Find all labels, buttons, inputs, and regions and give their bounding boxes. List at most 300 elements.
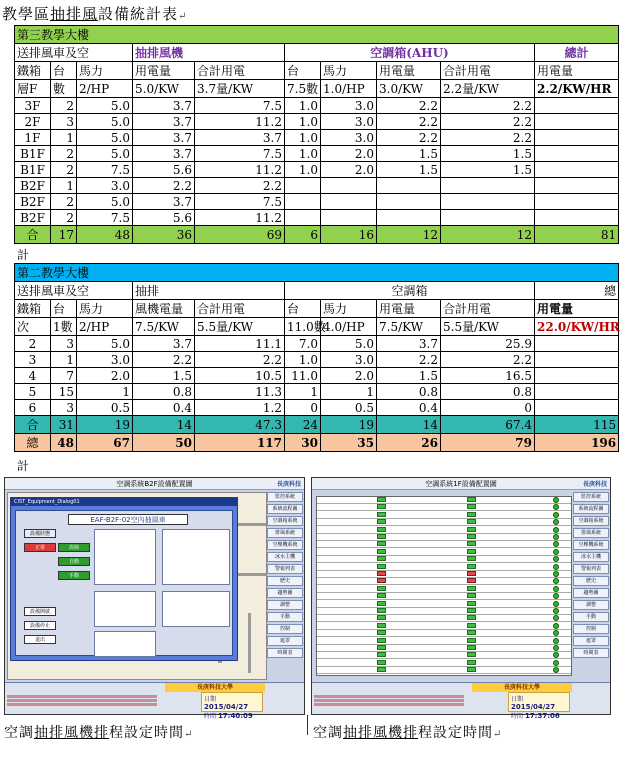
status-indicator-icon [467, 593, 476, 598]
table-cell [535, 336, 619, 352]
list-item[interactable] [317, 601, 571, 608]
list-item[interactable] [317, 660, 571, 667]
building2-table [14, 263, 619, 452]
table-cell: 2.2 [133, 352, 195, 368]
table-cell: 3.7 [133, 130, 195, 146]
stop-button[interactable]: 設備停止 [24, 621, 56, 630]
list-item[interactable] [317, 549, 571, 556]
status-dot-icon [553, 556, 559, 562]
table-cell: 2F [15, 114, 51, 130]
table-cell: 1.5 [377, 146, 441, 162]
table-cell: 2 [51, 210, 77, 226]
table-cell [535, 384, 619, 400]
table-cell: 2.2 [377, 98, 441, 114]
table-cell: 2.0 [321, 162, 377, 178]
table-cell: B1F [15, 146, 51, 162]
table-cell: 6 [285, 226, 321, 244]
status-dot-icon [553, 601, 559, 607]
status-indicator-icon [377, 564, 386, 569]
screenshot-b2f [4, 477, 305, 720]
sidebar-item[interactable]: 遮罩 [573, 636, 609, 646]
table-cell: 2.0 [77, 368, 133, 384]
schedule-grid-1 [94, 529, 156, 585]
sidebar-left-screen [267, 492, 303, 680]
status-bar [312, 682, 610, 720]
table-cell: 3.0 [77, 352, 133, 368]
table-cell: 1.0 [285, 352, 321, 368]
list-item[interactable] [317, 578, 571, 585]
table-cell: 1.0 [285, 114, 321, 130]
logo-icon: 長庚科技 [276, 481, 301, 488]
table-cell: 0.5 [321, 400, 377, 416]
list-item[interactable] [317, 519, 571, 526]
header-cell-0: 層F [15, 80, 51, 98]
sidebar-item[interactable]: 控制 [267, 624, 303, 634]
table-cell: 1.5 [441, 146, 535, 162]
title-underlined: 抽排風 [50, 5, 99, 23]
list-item[interactable] [317, 608, 571, 615]
sidebar-item[interactable]: 排風系統 [573, 528, 609, 538]
list-item[interactable] [317, 564, 571, 571]
table-cell: 67.4 [441, 416, 535, 434]
table-cell: 2.2 [133, 178, 195, 194]
table-cell: 79 [441, 434, 535, 452]
status-dot-icon [553, 593, 559, 599]
table-cell: 7 [51, 368, 77, 384]
status-indicator-icon [467, 638, 476, 643]
date-time-box: 日期 2015/04/27 時間 17:40:09 [201, 692, 263, 712]
header-cell-9: 用電量 [535, 300, 619, 318]
list-item[interactable] [317, 652, 571, 659]
header-cell-4: 合計用電 [195, 62, 285, 80]
status-indicator-icon [377, 608, 386, 613]
sidebar-item[interactable]: 冰水主機 [573, 552, 609, 562]
list-item[interactable] [317, 512, 571, 519]
status-indicator-icon [377, 615, 386, 620]
table-cell: B2F [15, 178, 51, 194]
title-suffix: 設備統計表 [98, 5, 179, 23]
table-cell: 48 [77, 226, 133, 244]
dialog-window-title: CIST_Equipment_Dialog01 [11, 498, 237, 506]
table-cell [321, 210, 377, 226]
table-cell [535, 162, 619, 178]
table-cell [535, 146, 619, 162]
table-cell: 1.5 [377, 162, 441, 178]
table-cell: 10.5 [195, 368, 285, 384]
table-cell: 19 [321, 416, 377, 434]
table-cell: 26 [377, 434, 441, 452]
table-cell: 0.8 [377, 384, 441, 400]
table-cell: 11.3 [195, 384, 285, 400]
caption-right: 空調抽排風機排程設定時間↵ [313, 725, 503, 741]
header-cell-4: 5.5量/KW [195, 318, 285, 336]
table-cell: 5.0 [77, 130, 133, 146]
status-indicator-icon [467, 549, 476, 554]
status-dot-icon [553, 667, 559, 673]
list-item[interactable] [317, 556, 571, 563]
sidebar-item[interactable]: 調整 [267, 600, 303, 610]
table-cell: 1 [321, 384, 377, 400]
header-cell-6: 馬力 [321, 300, 377, 318]
status-indicator-icon [377, 549, 386, 554]
status-indicator-icon [467, 564, 476, 569]
list-item[interactable] [317, 504, 571, 511]
header-cell-7: 用電量 [377, 62, 441, 80]
fault-indicator: 故障 [58, 543, 90, 552]
sidebar-item[interactable]: 歷史 [267, 576, 303, 586]
status-indicator-icon [467, 519, 476, 524]
schedule-grid-5 [94, 631, 156, 657]
header-cell-6: 1.0/HP [321, 80, 377, 98]
header-cell-5: 7.5數 [285, 80, 321, 98]
status-indicator-icon [467, 504, 476, 509]
status-indicator-icon [377, 645, 386, 650]
status-bar [5, 682, 304, 720]
table-row [15, 400, 619, 416]
table-cell: 11.0 [285, 368, 321, 384]
table-cell: 2.2 [195, 352, 285, 368]
table-cell: 0.5 [77, 400, 133, 416]
table-cell: 3.7 [133, 146, 195, 162]
table-cell: 1.0 [285, 98, 321, 114]
status-indicator-icon [377, 601, 386, 606]
table-cell [535, 114, 619, 130]
header-cell-9: 22.0/KW/HR [535, 318, 619, 336]
table-row [15, 162, 619, 178]
table-cell: 5.0 [77, 114, 133, 130]
list-item[interactable] [317, 615, 571, 622]
status-dot-icon [553, 534, 559, 540]
table-cell: 3 [51, 400, 77, 416]
status-indicator-icon [377, 652, 386, 657]
table-cell [377, 178, 441, 194]
table-cell: B2F [15, 194, 51, 210]
building2-band-title: 第二教學大樓 [15, 264, 619, 282]
table-cell: 5.6 [133, 210, 195, 226]
list-item[interactable] [317, 541, 571, 548]
schedule-grid-2 [162, 529, 230, 585]
sidebar-item[interactable]: 手動 [267, 612, 303, 622]
table-cell: 67 [77, 434, 133, 452]
sidebar-item[interactable]: 趨勢圖 [267, 588, 303, 598]
list-item[interactable] [317, 534, 571, 541]
status-indicator-icon [377, 541, 386, 546]
status-dot-icon [553, 615, 559, 621]
table-cell: B2F [15, 210, 51, 226]
header-cell-2: 2/HP [77, 318, 133, 336]
building3-h1-exhaust: 抽排風機 [133, 44, 285, 62]
table-cell: 1 [285, 384, 321, 400]
table-cell [535, 98, 619, 114]
sidebar-item[interactable]: 排風系統 [267, 528, 303, 538]
table-cell: 31 [51, 416, 77, 434]
sidebar-item[interactable]: 時間表 [267, 648, 303, 658]
table-cell [321, 178, 377, 194]
table-cell: 2 [51, 194, 77, 210]
status-dot-icon [553, 645, 559, 651]
table-cell: 47.3 [195, 416, 285, 434]
table-cell: 196 [535, 434, 619, 452]
building3-h1-total: 總計 [535, 44, 619, 62]
table-cell: 2 [51, 98, 77, 114]
status-indicator-icon [377, 623, 386, 628]
table-cell: 1.2 [195, 400, 285, 416]
table-cell: 總 [15, 434, 51, 452]
header-cell-8: 2.2量/KW [441, 80, 535, 98]
sidebar-item[interactable]: 時間表 [573, 648, 609, 658]
table-cell [377, 194, 441, 210]
schedule-grid-4 [162, 591, 230, 627]
table-cell: 1.0 [285, 146, 321, 162]
status-dot-icon [553, 586, 559, 592]
building2-h1-exhaust: 抽排 [133, 282, 285, 300]
status-indicator-icon [377, 578, 386, 583]
table-cell: 3.7 [133, 114, 195, 130]
list-item[interactable] [317, 593, 571, 600]
header-cell-8: 5.5量/KW [441, 318, 535, 336]
table-cell: 合 [15, 226, 51, 244]
table-cell: 5 [15, 384, 51, 400]
status-indicator-icon [377, 512, 386, 517]
status-indicator-icon [377, 638, 386, 643]
status-label: 設備狀態 [24, 529, 56, 538]
sidebar-item[interactable]: 監控系統 [267, 492, 303, 502]
table-cell: 19 [77, 416, 133, 434]
list-item[interactable] [317, 623, 571, 630]
table-cell [535, 194, 619, 210]
exit-button[interactable]: 退出 [24, 635, 56, 644]
table-cell [535, 130, 619, 146]
sidebar-item[interactable]: 手動 [573, 612, 609, 622]
building2-h1-total: 總 [535, 282, 619, 300]
table-cell [441, 178, 535, 194]
table-cell: 14 [377, 416, 441, 434]
table-cell: 1.5 [377, 368, 441, 384]
status-indicator-icon [467, 645, 476, 650]
header-cell-2: 馬力 [77, 62, 133, 80]
status-dot-icon [553, 630, 559, 636]
header-cell-6: 馬力 [321, 62, 377, 80]
table-cell: 48 [51, 434, 77, 452]
table-cell [535, 352, 619, 368]
table-cell: 7.5 [195, 146, 285, 162]
table-cell: 0.8 [441, 384, 535, 400]
list-item[interactable] [317, 571, 571, 578]
list-item[interactable] [317, 630, 571, 637]
table-cell: 3F [15, 98, 51, 114]
table-cell: 3.0 [77, 178, 133, 194]
table-row [15, 114, 619, 130]
table-cell: 4 [15, 368, 51, 384]
status-indicator-icon [467, 608, 476, 613]
return-mark-icon: ↵ [178, 11, 188, 22]
table-cell: 0.4 [377, 400, 441, 416]
status-indicator-icon [377, 556, 386, 561]
table-cell: 5.0 [77, 336, 133, 352]
table-row [15, 416, 619, 434]
status-indicator-icon [377, 571, 386, 576]
header-cell-3: 用電量 [133, 62, 195, 80]
equipment-list-table [316, 496, 572, 676]
sidebar-item[interactable]: 空調箱系統 [573, 516, 609, 526]
school-name: 長庚科技大學 [472, 683, 572, 692]
list-item[interactable] [317, 638, 571, 645]
table-cell: 16 [321, 226, 377, 244]
status-indicator-icon [377, 667, 386, 672]
list-item[interactable] [317, 497, 571, 504]
table-cell: 2.2 [377, 114, 441, 130]
status-dot-icon [553, 652, 559, 658]
table-cell [535, 178, 619, 194]
sidebar-item[interactable]: 控制 [573, 624, 609, 634]
table-cell: 7.5 [77, 162, 133, 178]
sidebar-item[interactable]: 空調箱系統 [267, 516, 303, 526]
screen-title: 空調系統1F設備配置圖 [312, 478, 610, 490]
screen-title: 空調系統B2F設備配置圖 [5, 478, 304, 490]
status-dot-icon [553, 638, 559, 644]
table-cell: 15 [51, 384, 77, 400]
table-cell: 0 [441, 400, 535, 416]
table-cell: 2.2 [377, 130, 441, 146]
sidebar-item[interactable]: 系統流程圖 [573, 504, 609, 514]
status-indicator-icon [467, 652, 476, 657]
sidebar-item[interactable]: 空壓機系統 [573, 540, 609, 550]
header-cell-9: 2.2/KW/HR [535, 80, 619, 98]
list-item[interactable] [317, 527, 571, 534]
status-indicator-icon [467, 578, 476, 583]
list-item[interactable] [317, 645, 571, 652]
sidebar-item[interactable]: 空壓機系統 [267, 540, 303, 550]
status-indicator-icon [377, 504, 386, 509]
table-cell: 1 [77, 384, 133, 400]
header-cell-2: 2/HP [77, 80, 133, 98]
table-cell: 69 [195, 226, 285, 244]
status-dot-icon [553, 571, 559, 577]
sidebar-item[interactable]: 警報列表 [267, 564, 303, 574]
table-cell: 3.7 [377, 336, 441, 352]
table-cell: 5.0 [321, 336, 377, 352]
header-cell-3: 7.5/KW [133, 318, 195, 336]
start-button[interactable]: 設備開啟 [24, 607, 56, 616]
table-cell: 1.0 [285, 162, 321, 178]
caption-left: 空調抽排風機排程設定時間↵ [4, 725, 194, 741]
table-cell: 11.2 [195, 210, 285, 226]
header-cell-2: 馬力 [77, 300, 133, 318]
status-indicator-icon [377, 660, 386, 665]
date-time-box: 日期 2015/04/27 時間 17:37:06 [508, 692, 570, 712]
table-cell: 3 [51, 336, 77, 352]
table-row [15, 352, 619, 368]
header-cell-3: 5.0/KW [133, 80, 195, 98]
table-cell: 0.8 [133, 384, 195, 400]
table-cell: 5.0 [77, 146, 133, 162]
header-cell-8: 合計用電 [441, 300, 535, 318]
table-cell: 3.7 [133, 336, 195, 352]
table-cell: 1 [51, 130, 77, 146]
table-cell [285, 194, 321, 210]
table-cell: 25.9 [441, 336, 535, 352]
table-cell [535, 368, 619, 384]
logo-icon: 長庚科技 [582, 481, 607, 488]
table-cell: 24 [285, 416, 321, 434]
table-cell [441, 210, 535, 226]
table-row [15, 368, 619, 384]
table-cell: 7.5 [195, 98, 285, 114]
list-item[interactable] [317, 667, 571, 674]
status-indicator-icon [467, 527, 476, 532]
status-indicator-icon [467, 571, 476, 576]
header-cell-5: 台 [285, 62, 321, 80]
table-cell: 7.5 [77, 210, 133, 226]
table-cell: 117 [195, 434, 285, 452]
status-indicator-icon [467, 586, 476, 591]
table-cell: 0 [285, 400, 321, 416]
header-cell-1: 台 [51, 300, 77, 318]
status-indicator-icon [377, 534, 386, 539]
building3-after: 計 [17, 248, 30, 262]
status-indicator-icon [467, 623, 476, 628]
status-dot-icon [553, 519, 559, 525]
sidebar-item[interactable]: 遮罩 [267, 636, 303, 646]
table-cell: 1 [51, 352, 77, 368]
status-indicator-icon [467, 512, 476, 517]
status-dot-icon [553, 578, 559, 584]
table-cell: 115 [535, 416, 619, 434]
sidebar-item[interactable]: 趨勢圖 [573, 588, 609, 598]
status-indicator-icon [467, 601, 476, 606]
table-cell: 5.0 [77, 194, 133, 210]
table-cell: 2.2 [441, 114, 535, 130]
equipment-dialog [10, 497, 238, 661]
header-cell-4: 3.7量/KW [195, 80, 285, 98]
header-cell-0: 鐵箱 [15, 300, 51, 318]
table-cell: 81 [535, 226, 619, 244]
table-row [15, 130, 619, 146]
header-cell-9: 用電量 [535, 62, 619, 80]
sidebar-item[interactable]: 系統流程圖 [267, 504, 303, 514]
list-item[interactable] [317, 586, 571, 593]
status-indicator-icon [467, 667, 476, 672]
table-cell: 36 [133, 226, 195, 244]
table-row [15, 336, 619, 352]
table-row [15, 178, 619, 194]
table-cell: 2.2 [195, 178, 285, 194]
table-cell: 3.0 [321, 98, 377, 114]
table-cell: 2.2 [377, 352, 441, 368]
table-cell: 2.0 [321, 368, 377, 384]
sidebar-item[interactable]: 歷史 [573, 576, 609, 586]
header-cell-4: 合計用電 [195, 300, 285, 318]
status-dot-icon [553, 660, 559, 666]
table-divider [307, 715, 308, 735]
table-cell: 2 [15, 336, 51, 352]
status-indicator-icon [377, 593, 386, 598]
sidebar-item[interactable]: 調整 [573, 600, 609, 610]
header-cell-5: 11.0數 [285, 318, 321, 336]
sidebar-item[interactable]: 監控系統 [573, 492, 609, 502]
status-indicator-icon [377, 630, 386, 635]
status-indicator-icon [467, 556, 476, 561]
status-indicator-icon [467, 497, 476, 502]
status-indicator-icon [467, 615, 476, 620]
table-cell: 2.2 [441, 130, 535, 146]
table-cell [441, 194, 535, 210]
sidebar-item[interactable]: 警報列表 [573, 564, 609, 574]
screenshots-area [2, 477, 614, 747]
sidebar-item[interactable]: 冰水主機 [267, 552, 303, 562]
auto-indicator: 自動 [58, 557, 90, 566]
table-cell: 2.0 [321, 146, 377, 162]
